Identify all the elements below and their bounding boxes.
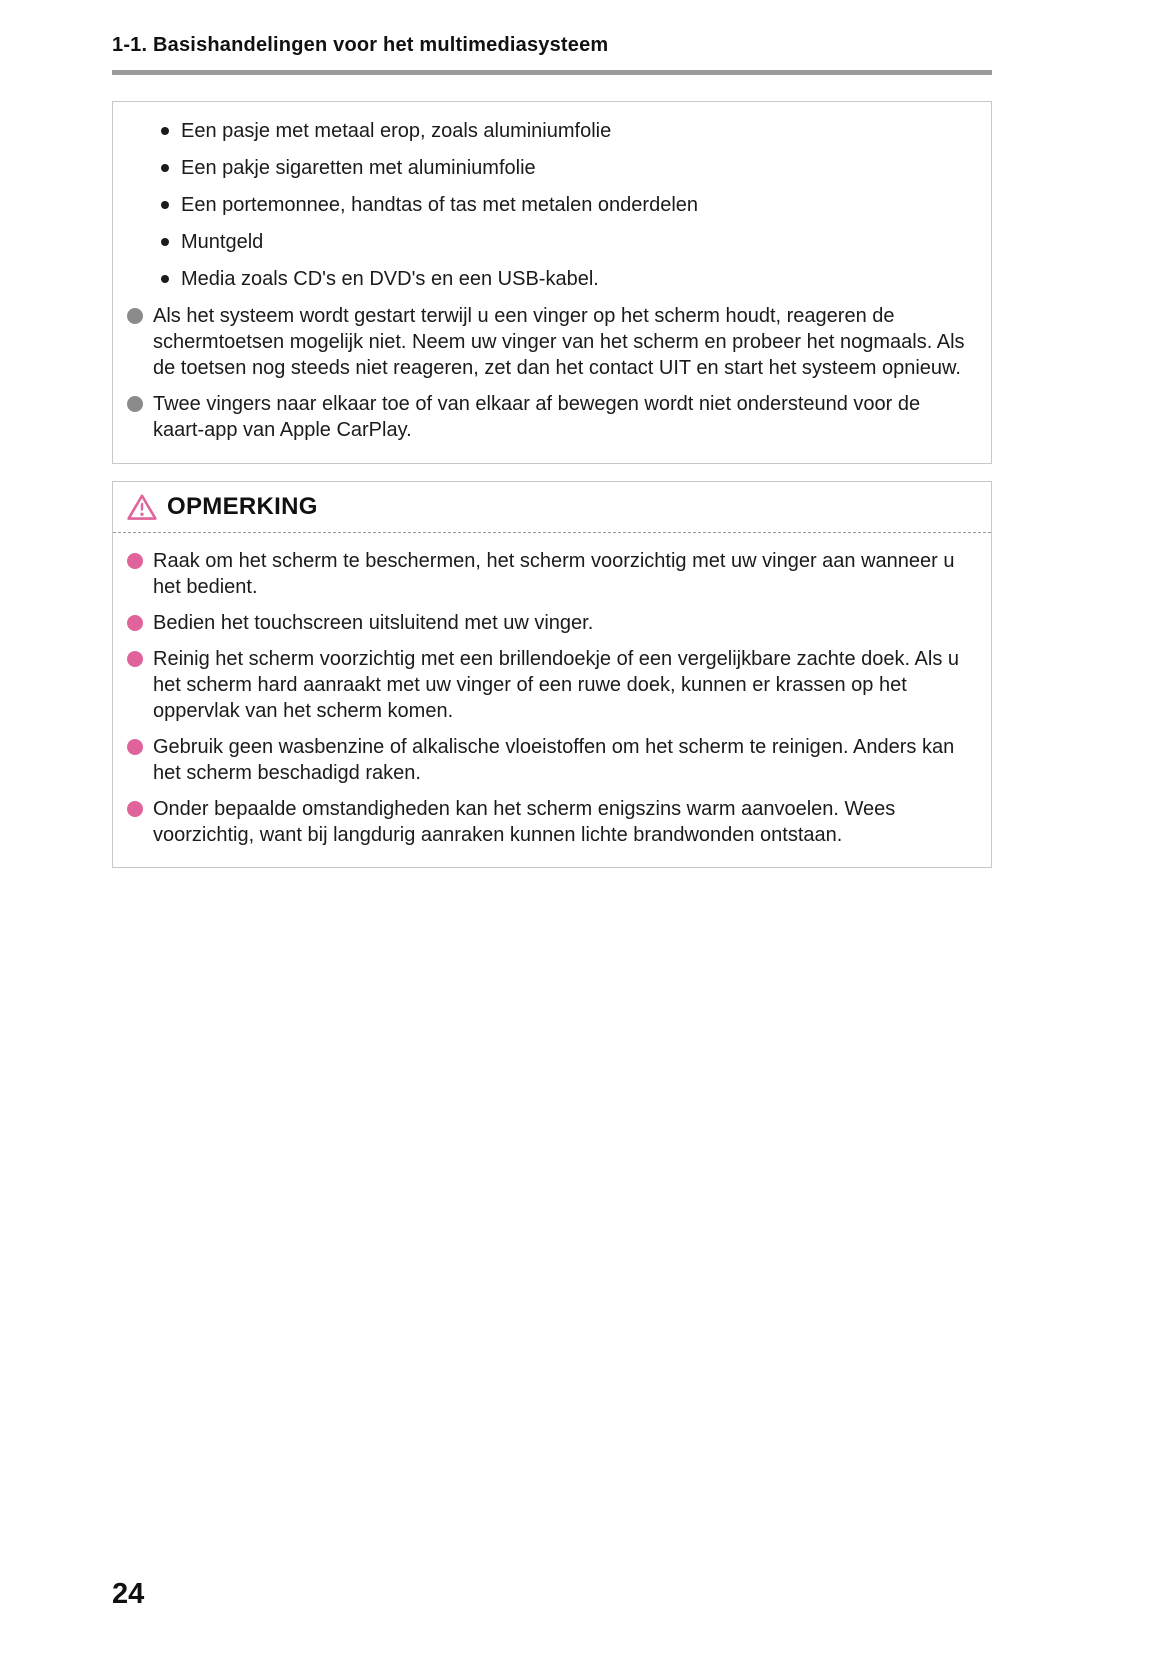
gray-circle-list	[127, 303, 973, 443]
page-content	[112, 0, 992, 868]
list-item	[161, 229, 973, 255]
bullet-circle-icon	[127, 651, 143, 667]
page-number: 24	[112, 1578, 145, 1610]
bullet-circle-icon	[127, 553, 143, 569]
list-item-text: Reinig het scherm voorzichtig met een brillendoekje of een vergelijkbare zachte doek. Als u het scherm hard aanraakt met uw vinger of een ruwe doek, kunnen er krassen op het oppervlak van het scherm komen.	[153, 648, 959, 722]
bullet-dot-icon	[161, 127, 169, 135]
list-item	[127, 734, 975, 786]
list-item-text: Een pakje sigaretten met aluminiumfolie	[181, 157, 536, 179]
header-rule	[112, 70, 992, 75]
list-item-text: Muntgeld	[181, 231, 264, 253]
list-item-text: Een portemonnee, handtas of tas met metalen onderdelen	[181, 194, 699, 216]
bullet-circle-icon	[127, 801, 143, 817]
notice-box	[112, 481, 992, 868]
warning-triangle-icon	[127, 493, 157, 521]
info-box	[112, 101, 992, 464]
bullet-dot-icon	[161, 238, 169, 246]
bullet-circle-icon	[127, 739, 143, 755]
list-item	[127, 548, 975, 600]
list-item-text: Onder bepaalde omstandigheden kan het scherm enigszins warm aanvoelen. Wees voorzichtig, want bij langdurig aanraken kunnen lichte brandwonden ontstaan.	[153, 798, 896, 846]
list-item	[127, 303, 973, 381]
notice-header	[113, 482, 991, 533]
notice-list	[113, 533, 991, 867]
list-item	[127, 796, 975, 848]
list-item	[127, 610, 975, 636]
list-item	[161, 266, 973, 292]
list-item-text: Als het systeem wordt gestart terwijl u een vinger op het scherm houdt, reageren de schermtoetsen mogelijk niet. Neem uw vinger van het scherm en probeer het nogmaals. Als de toetsen nog steeds niet reageren, zet dan het contact UIT en start het systeem opnieuw.	[153, 305, 965, 379]
list-item	[161, 155, 973, 181]
bullet-dot-icon	[161, 275, 169, 283]
bullet-circle-icon	[127, 396, 143, 412]
bullet-circle-icon	[127, 615, 143, 631]
list-item-text: Bedien het touchscreen uitsluitend met uw vinger.	[153, 612, 594, 634]
list-item	[161, 192, 973, 218]
bullet-dot-icon	[161, 164, 169, 172]
list-item-text: Media zoals CD's en DVD's en een USB-kabel.	[181, 268, 599, 290]
list-item	[127, 391, 973, 443]
list-item-text: Twee vingers naar elkaar toe of van elkaar af bewegen wordt niet ondersteund voor de kaart-app van Apple CarPlay.	[153, 393, 921, 441]
list-item	[127, 646, 975, 724]
list-item	[161, 118, 973, 144]
section-header: 1-1. Basishandelingen voor het multimediasysteem	[112, 34, 609, 56]
list-item-text: Raak om het scherm te beschermen, het scherm voorzichtig met uw vinger aan wanneer u het bedient.	[153, 550, 955, 598]
bullet-dot-icon	[161, 201, 169, 209]
dot-bullet-list	[161, 118, 973, 292]
bullet-circle-icon	[127, 308, 143, 324]
notice-title: OPMERKING	[167, 493, 318, 520]
list-item-text: Gebruik geen wasbenzine of alkalische vloeistoffen om het scherm te reinigen. Anders kan het scherm beschadigd raken.	[153, 736, 955, 784]
list-item-text: Een pasje met metaal erop, zoals aluminiumfolie	[181, 120, 612, 142]
